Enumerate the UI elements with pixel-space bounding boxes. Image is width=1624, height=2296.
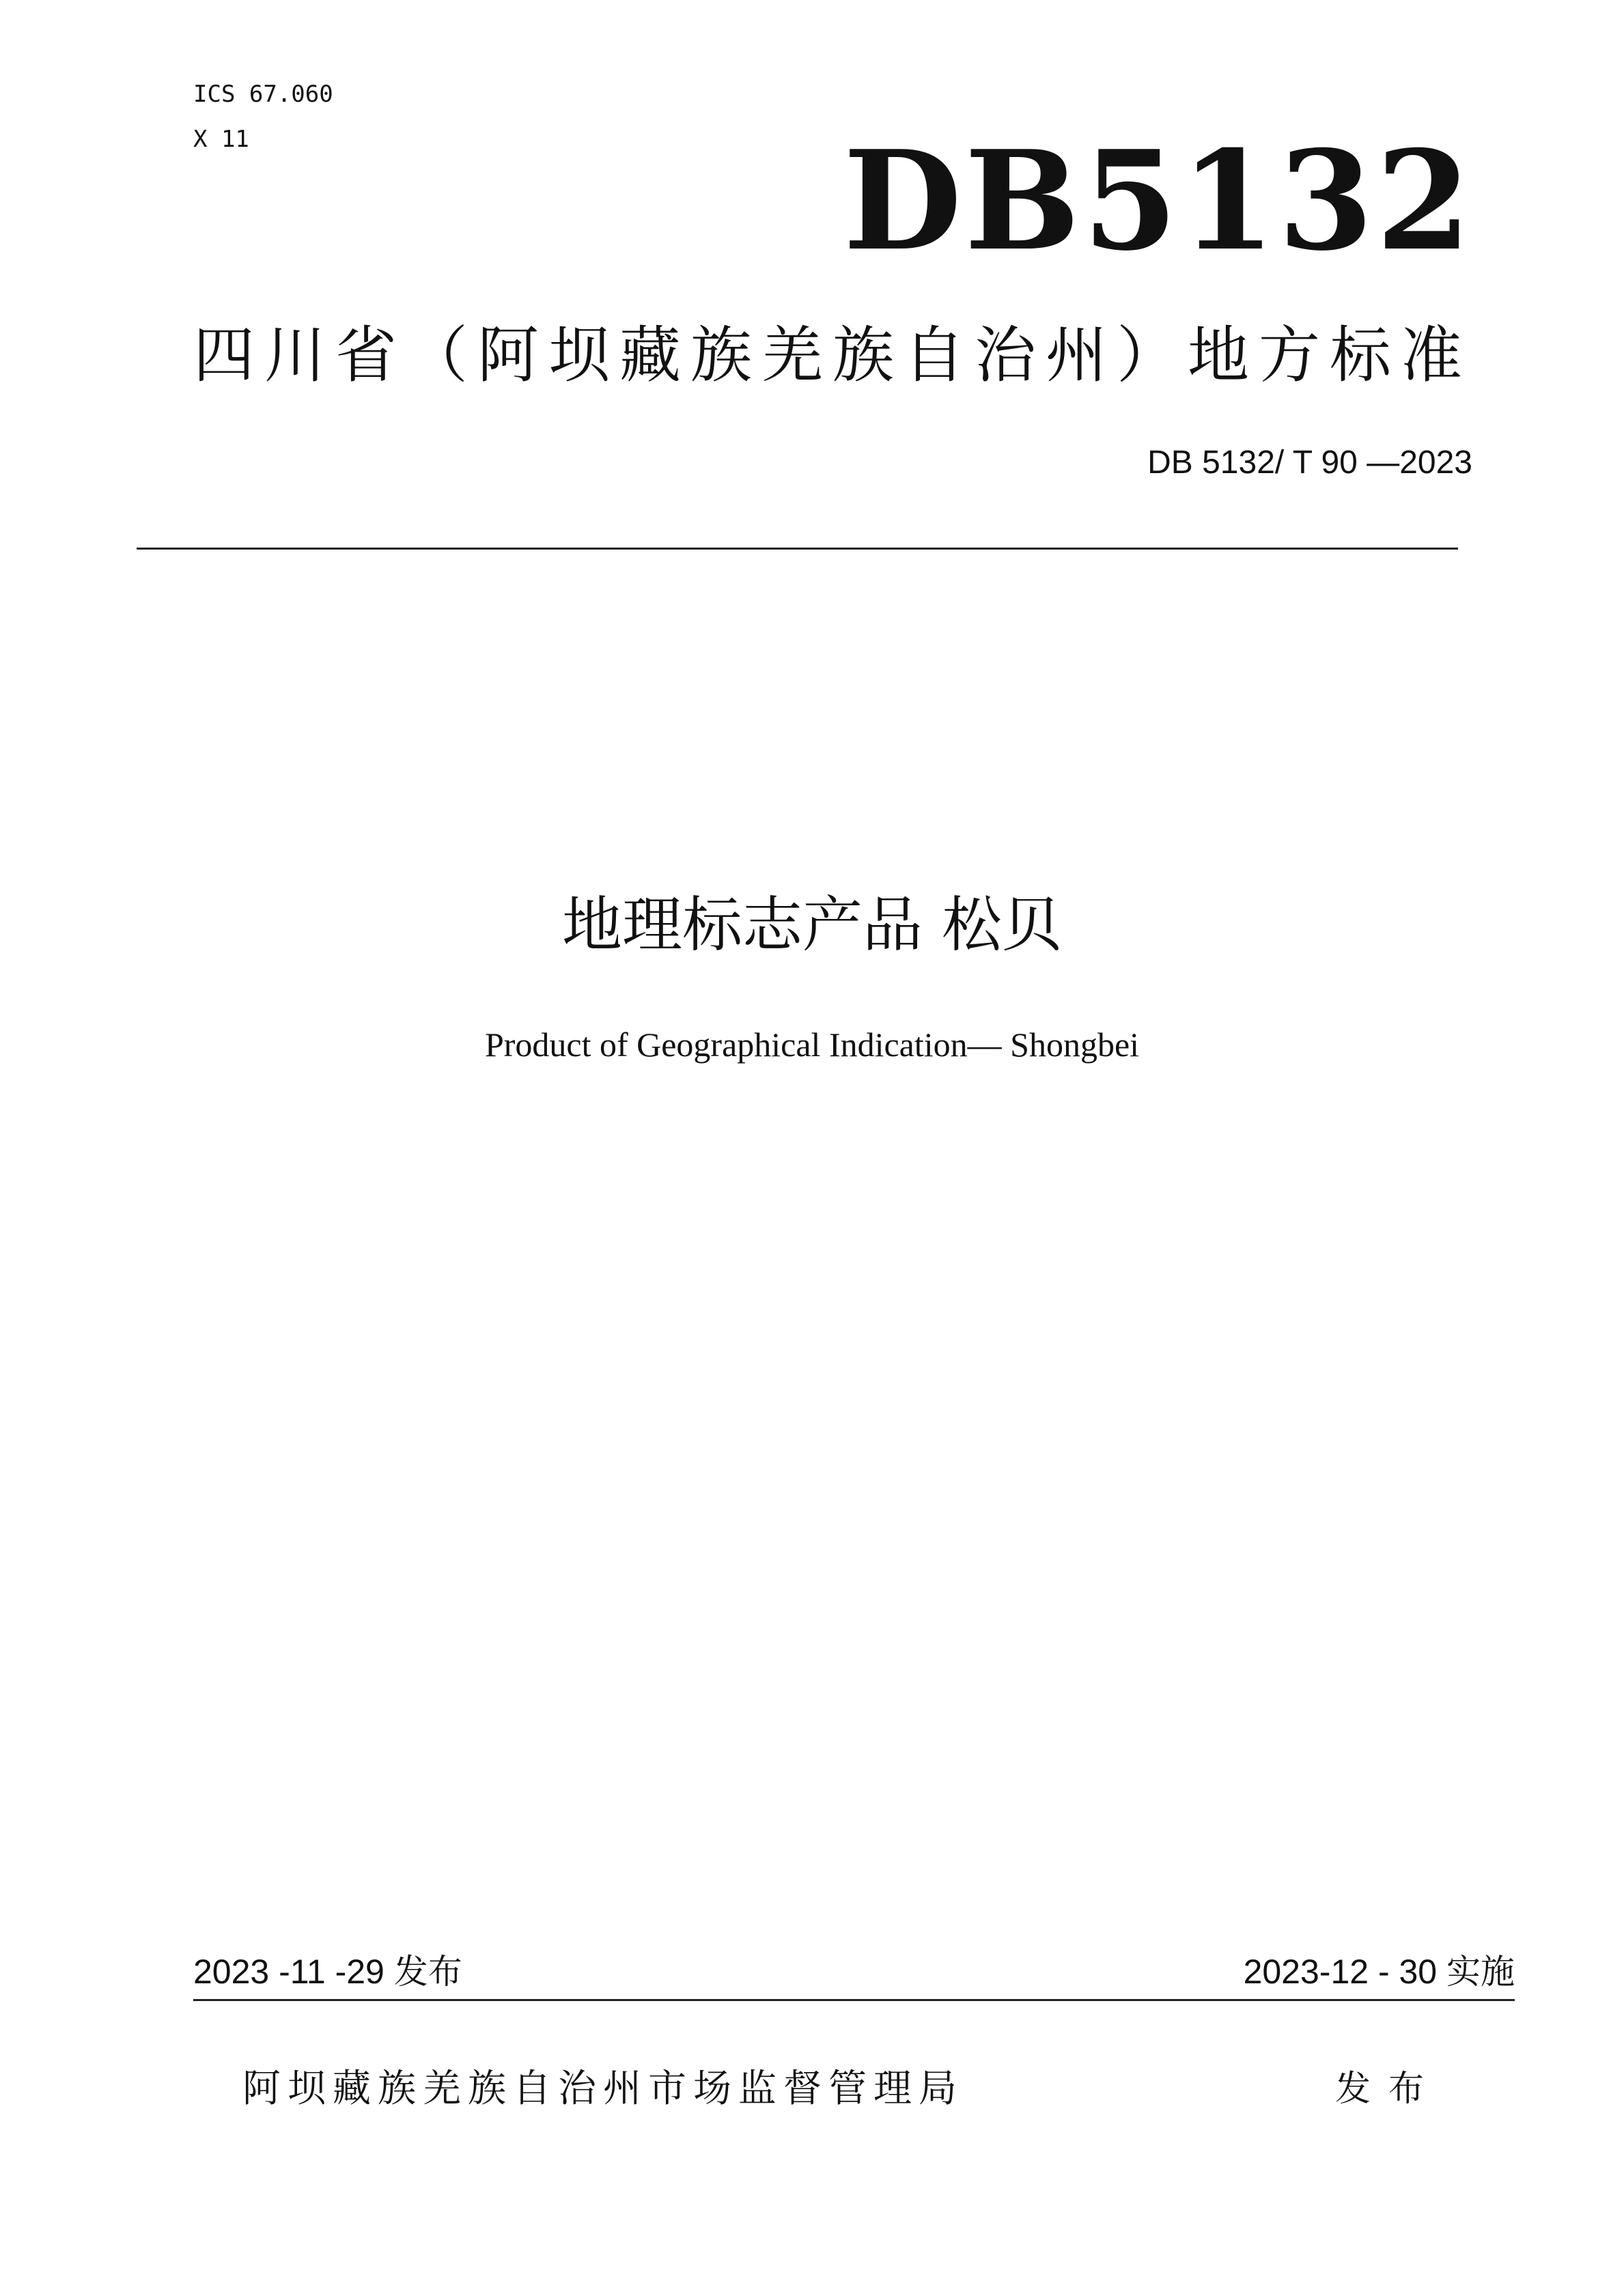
page-title: 地理标志产品 松贝 xyxy=(562,890,1062,960)
issue-label: 发布 xyxy=(1335,2069,1442,2110)
db-code: DB5132 xyxy=(843,121,1474,281)
ics-code: ICS 67.060 xyxy=(193,81,333,108)
page-subtitle-english: Product of Geographical Indication— Shongbei xyxy=(484,1025,1140,1064)
classification-code: X 11 xyxy=(193,126,249,153)
issuing-authority: 阿坝藏族羌族自治州市场监督管理局 xyxy=(242,2067,964,2111)
issue-date: 2023 -11 -29 发布 xyxy=(193,1953,462,1991)
standard-type: 四川省（阿坝藏族羌族自治州）地方标准 xyxy=(193,320,1472,391)
standard-number: DB 5132/ T 90 —2023 xyxy=(1147,444,1472,481)
top-divider xyxy=(137,548,1458,550)
bottom-divider xyxy=(193,1999,1515,2001)
implementation-date: 2023-12 - 30 实施 xyxy=(1243,1953,1515,1991)
